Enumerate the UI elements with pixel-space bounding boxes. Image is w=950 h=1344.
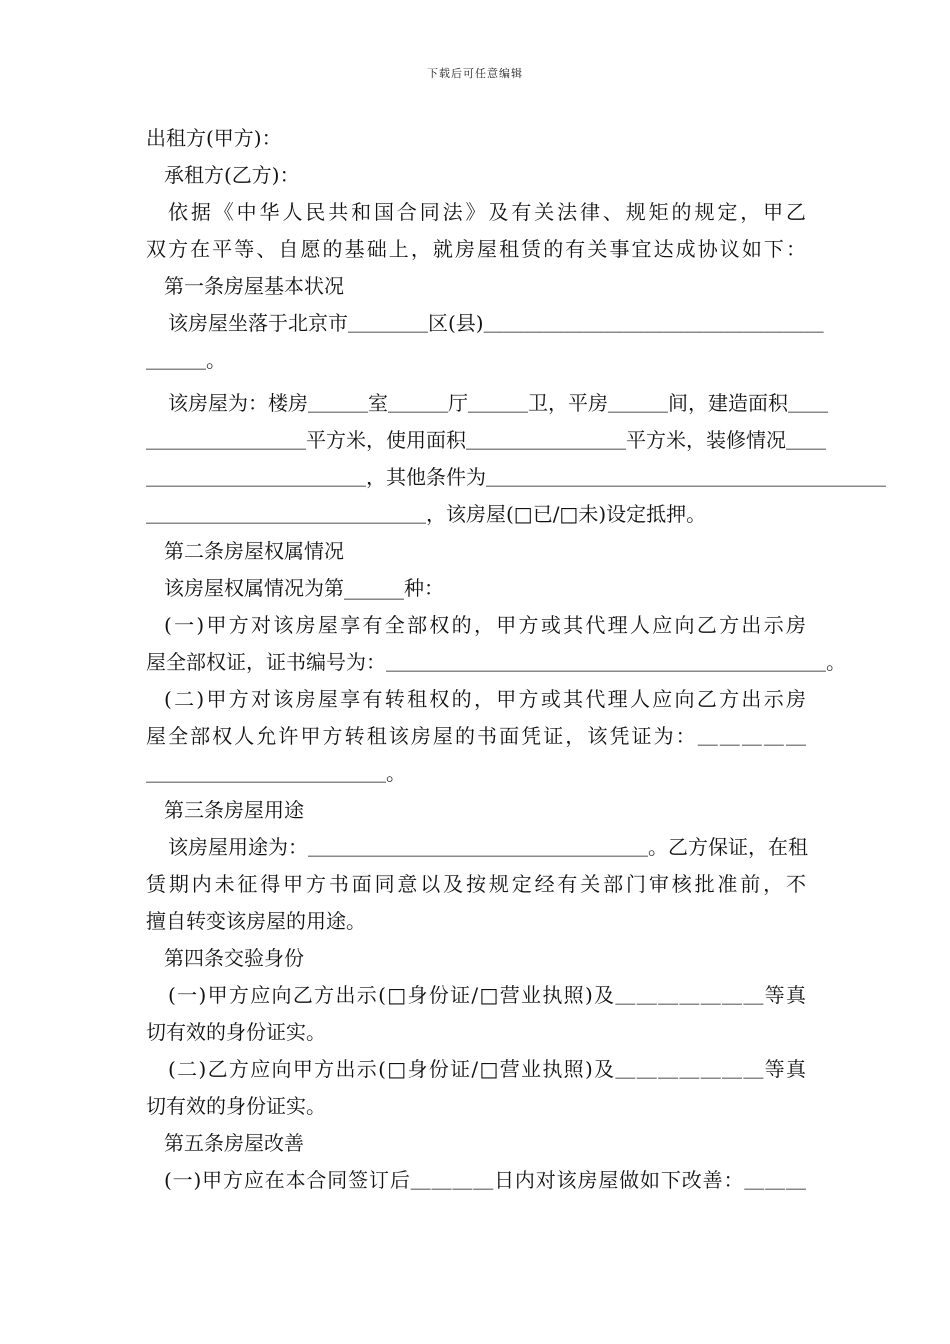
- article-heading: 第四条交验身份: [164, 946, 304, 970]
- clause-line: (一)甲方应在本合同签订后＿＿＿＿日内对该房屋做如下改善：＿＿＿: [164, 1168, 806, 1192]
- article-heading: 第二条房屋权属情况: [164, 539, 344, 563]
- clause-line: (二)甲方对该房屋享有转租权的，甲方或其代理人应向乙方出示房: [164, 687, 806, 711]
- clause-line: 切有效的身份证实。: [146, 1094, 326, 1118]
- clause-line: (一)甲方对该房屋享有全部权的，甲方或其代理人应向乙方出示房: [164, 613, 806, 637]
- clause-line: 切有效的身份证实。: [146, 1020, 326, 1044]
- article-heading: 第一条房屋基本状况: [164, 274, 344, 298]
- article-heading: 第三条房屋用途: [164, 798, 304, 822]
- clause-line: 该房屋用途为：＿＿＿＿＿＿＿＿＿＿＿＿＿＿＿＿＿。乙方保证，在租: [168, 835, 808, 859]
- clause-line: 屋全部权证，证书编号为：＿＿＿＿＿＿＿＿＿＿＿＿＿＿＿＿＿＿＿＿＿＿。: [146, 650, 846, 674]
- clause-line: 该房屋权属情况为第______种：: [164, 576, 444, 600]
- clause-line: ＿＿＿＿＿＿＿＿＿＿＿＿。: [146, 761, 406, 785]
- clause-line: 该房屋为：楼房＿＿＿室＿＿＿厅＿＿＿卫，平房＿＿＿间，建造面积＿＿: [168, 391, 828, 415]
- document-body: [146, 120, 886, 1199]
- clause-line: 屋全部权人允许甲方转租该房屋的书面凭证，该凭证为：＿＿＿＿＿: [146, 724, 806, 748]
- clause-line: ＿＿＿＿＿＿＿＿＿＿＿＿＿＿，该房屋(□已/□未)设定抵押。: [146, 502, 707, 526]
- clause-line: ＿＿＿。: [146, 348, 226, 372]
- preamble-line: 依据《中华人民共和国合同法》及有关法律、规矩的规定，甲乙: [168, 200, 806, 224]
- article-heading: 第五条房屋改善: [164, 1131, 304, 1155]
- header-note: 下载后可任意编辑: [427, 67, 523, 80]
- clause-line: ＿＿＿＿＿＿＿＿平方米，使用面积＿＿＿＿＿＿＿＿平方米，装修情况＿＿: [146, 428, 826, 452]
- clause-line: 该房屋坐落于北京市＿＿＿＿区(县)＿＿＿＿＿＿＿＿＿＿＿＿＿＿＿＿＿: [168, 311, 824, 335]
- clause-line: 赁期内未征得甲方书面同意以及按规定经有关部门审核批准前，不: [146, 872, 806, 896]
- clause-line: ＿＿＿＿＿＿＿＿＿＿＿，其他条件为＿＿＿＿＿＿＿＿＿＿＿＿＿＿＿＿＿＿＿＿: [146, 465, 886, 489]
- preamble-line: 双方在平等、自愿的基础上，就房屋租赁的有关事宜达成协议如下：: [146, 237, 806, 261]
- party-b-line: 承租方(乙方)：: [164, 163, 300, 187]
- clause-line: 擅自转变该房屋的用途。: [146, 909, 366, 933]
- clause-line: (一)甲方应向乙方出示(□身份证/□营业执照)及＿＿＿＿＿＿＿等真: [168, 983, 806, 1007]
- party-a-line: 出租方(甲方)：: [146, 126, 282, 150]
- clause-line: (二)乙方应向甲方出示(□身份证/□营业执照)及＿＿＿＿＿＿＿等真: [168, 1057, 806, 1081]
